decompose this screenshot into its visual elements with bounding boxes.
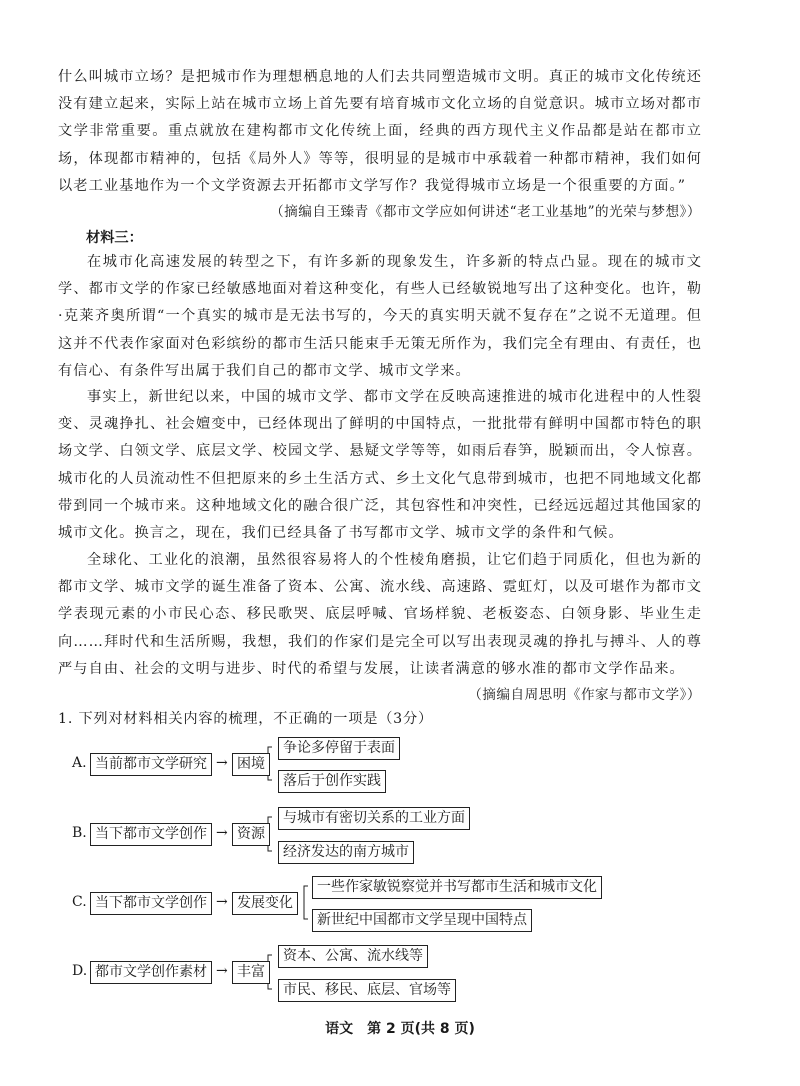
option-c-item-1: 一些作家敏锐察觉并书写都市生活和城市文化 — [312, 876, 602, 899]
option-c-letter: C. — [72, 894, 87, 910]
option-b-item-1: 与城市有密切关系的工业方面 — [278, 807, 470, 830]
option-d-node: 丰富 — [232, 961, 270, 984]
option-a-node: 困境 — [232, 753, 270, 776]
option-b-item-2: 经济发达的南方城市 — [278, 841, 414, 864]
option-a-subject: 当前都市文学研究 — [90, 753, 212, 776]
option-c-node: 发展变化 — [232, 892, 298, 915]
material3-paragraph-1: 在城市化高速发展的转型之下，有许多新的现象发生，许多新的特点凸显。现在的城市文学、都市文学的作家已经敏感地面对着这种变化，有些人已经敏锐地写出了这种变化。也许，勒·克莱齐奥所谓“一个真实的城市是无法书写的，今天的真实明天就不复存在”之说不无道理。但这并不代表作家面对色彩缤纷的都市生活只能束手无策无所作为，我们完全有理由、有责任，也有信心、有条件写出属于我们自己的都市文学、城市文学来。 — [58, 254, 702, 379]
question-stem: 1. 下列对材料相关内容的梳理，不正确的一项是（3分） — [58, 711, 433, 727]
material2-paragraph-end: 什么叫城市立场？是把城市作为理想栖息地的人们去共同塑造城市文明。真正的城市文化传统还没有建立起来，实际上站在城市立场上首先要有培育城市文化立场的自觉意识。城市立场对都市文学非常重要。重点就放在建构都市文化传统上面，经典的西方现代主义作品都是站在都市立场，体现都市精神的，包括《局外人》等等，很明显的是城市中承载着一种都市精神，我们如何以老工业基地作为一个文学资源去开拓都市文学写作？我觉得城市立场是一个很重要的方面。” — [58, 69, 702, 194]
page-footer: 语文 第 2 页(共 8 页) — [325, 1021, 475, 1037]
option-a-item-2: 落后于创作实践 — [278, 770, 386, 793]
option-c-subject: 当下都市文学创作 — [90, 892, 212, 915]
option-a-item-1: 争论多停留于表面 — [278, 737, 400, 760]
option-b-node: 资源 — [232, 823, 270, 846]
option-d-letter: D. — [72, 963, 88, 979]
option-b-letter: B. — [72, 825, 87, 841]
option-c-arrow: → — [216, 894, 228, 910]
option-c-item-2: 新世纪中国都市文学呈现中国特点 — [312, 909, 532, 932]
option-a-letter: A. — [72, 755, 87, 771]
option-a-arrow: → — [216, 755, 228, 771]
option-c-bracket — [304, 886, 308, 919]
material3-heading: 材料三： — [86, 230, 143, 246]
material3-source: （摘编自周思明《作家与都市文学》） — [468, 687, 701, 703]
option-d-item-2: 市民、移民、底层、官场等 — [278, 979, 456, 1002]
option-d-subject: 都市文学创作素材 — [90, 961, 212, 984]
option-d-arrow: → — [216, 963, 228, 979]
material2-source: （摘编自王臻青《都市文学应如何讲述“老工业基地”的光荣与梦想》） — [270, 204, 701, 220]
material3-paragraph-3: 全球化、工业化的浪潮，虽然很容易将人的个性棱角磨损，让它们趋于同质化，但也为新的都市文学、城市文学的诞生准备了资本、公寓、流水线、高速路、霓虹灯，以及可堪作为都市文学表现元素的小市民心态、移民歌哭、底层呼喊、官场样貌、老板姿态、白领身影、毕业生走向……拜时代和生活所赐，我想，我们的作家们是完全可以写出表现灵魂的挣扎与搏斗、人的尊严与自由、社会的文明与进步、时代的希望与发展，让读者满意的够水准的都市文学作品来。 — [58, 552, 702, 677]
material3-paragraph-2: 事实上，新世纪以来，中国的城市文学、都市文学在反映高速推进的城市化进程中的人性裂变、灵魂挣扎、社会嬗变中，已经体现出了鲜明的中国特点，一批批带有鲜明中国都市特色的职场文学、白领文学、底层文学、校园文学、悬疑文学等等，如雨后春笋，脱颖而出，令人惊喜。城市化的人员流动性不但把原来的乡土生活方式、乡土文化气息带到城市，也把不同地域文化都带到同一个城市来。这种地域文化的融合很广泛，其包容性和冲突性，已经远远超过其他国家的城市文化。换言之，现在，我们已经具备了书写都市文学、城市文学的条件和气候。 — [58, 389, 702, 542]
option-d-item-1: 资本、公寓、流水线等 — [278, 945, 428, 968]
option-b-arrow: → — [216, 825, 228, 841]
option-b-subject: 当下都市文学创作 — [90, 823, 212, 846]
